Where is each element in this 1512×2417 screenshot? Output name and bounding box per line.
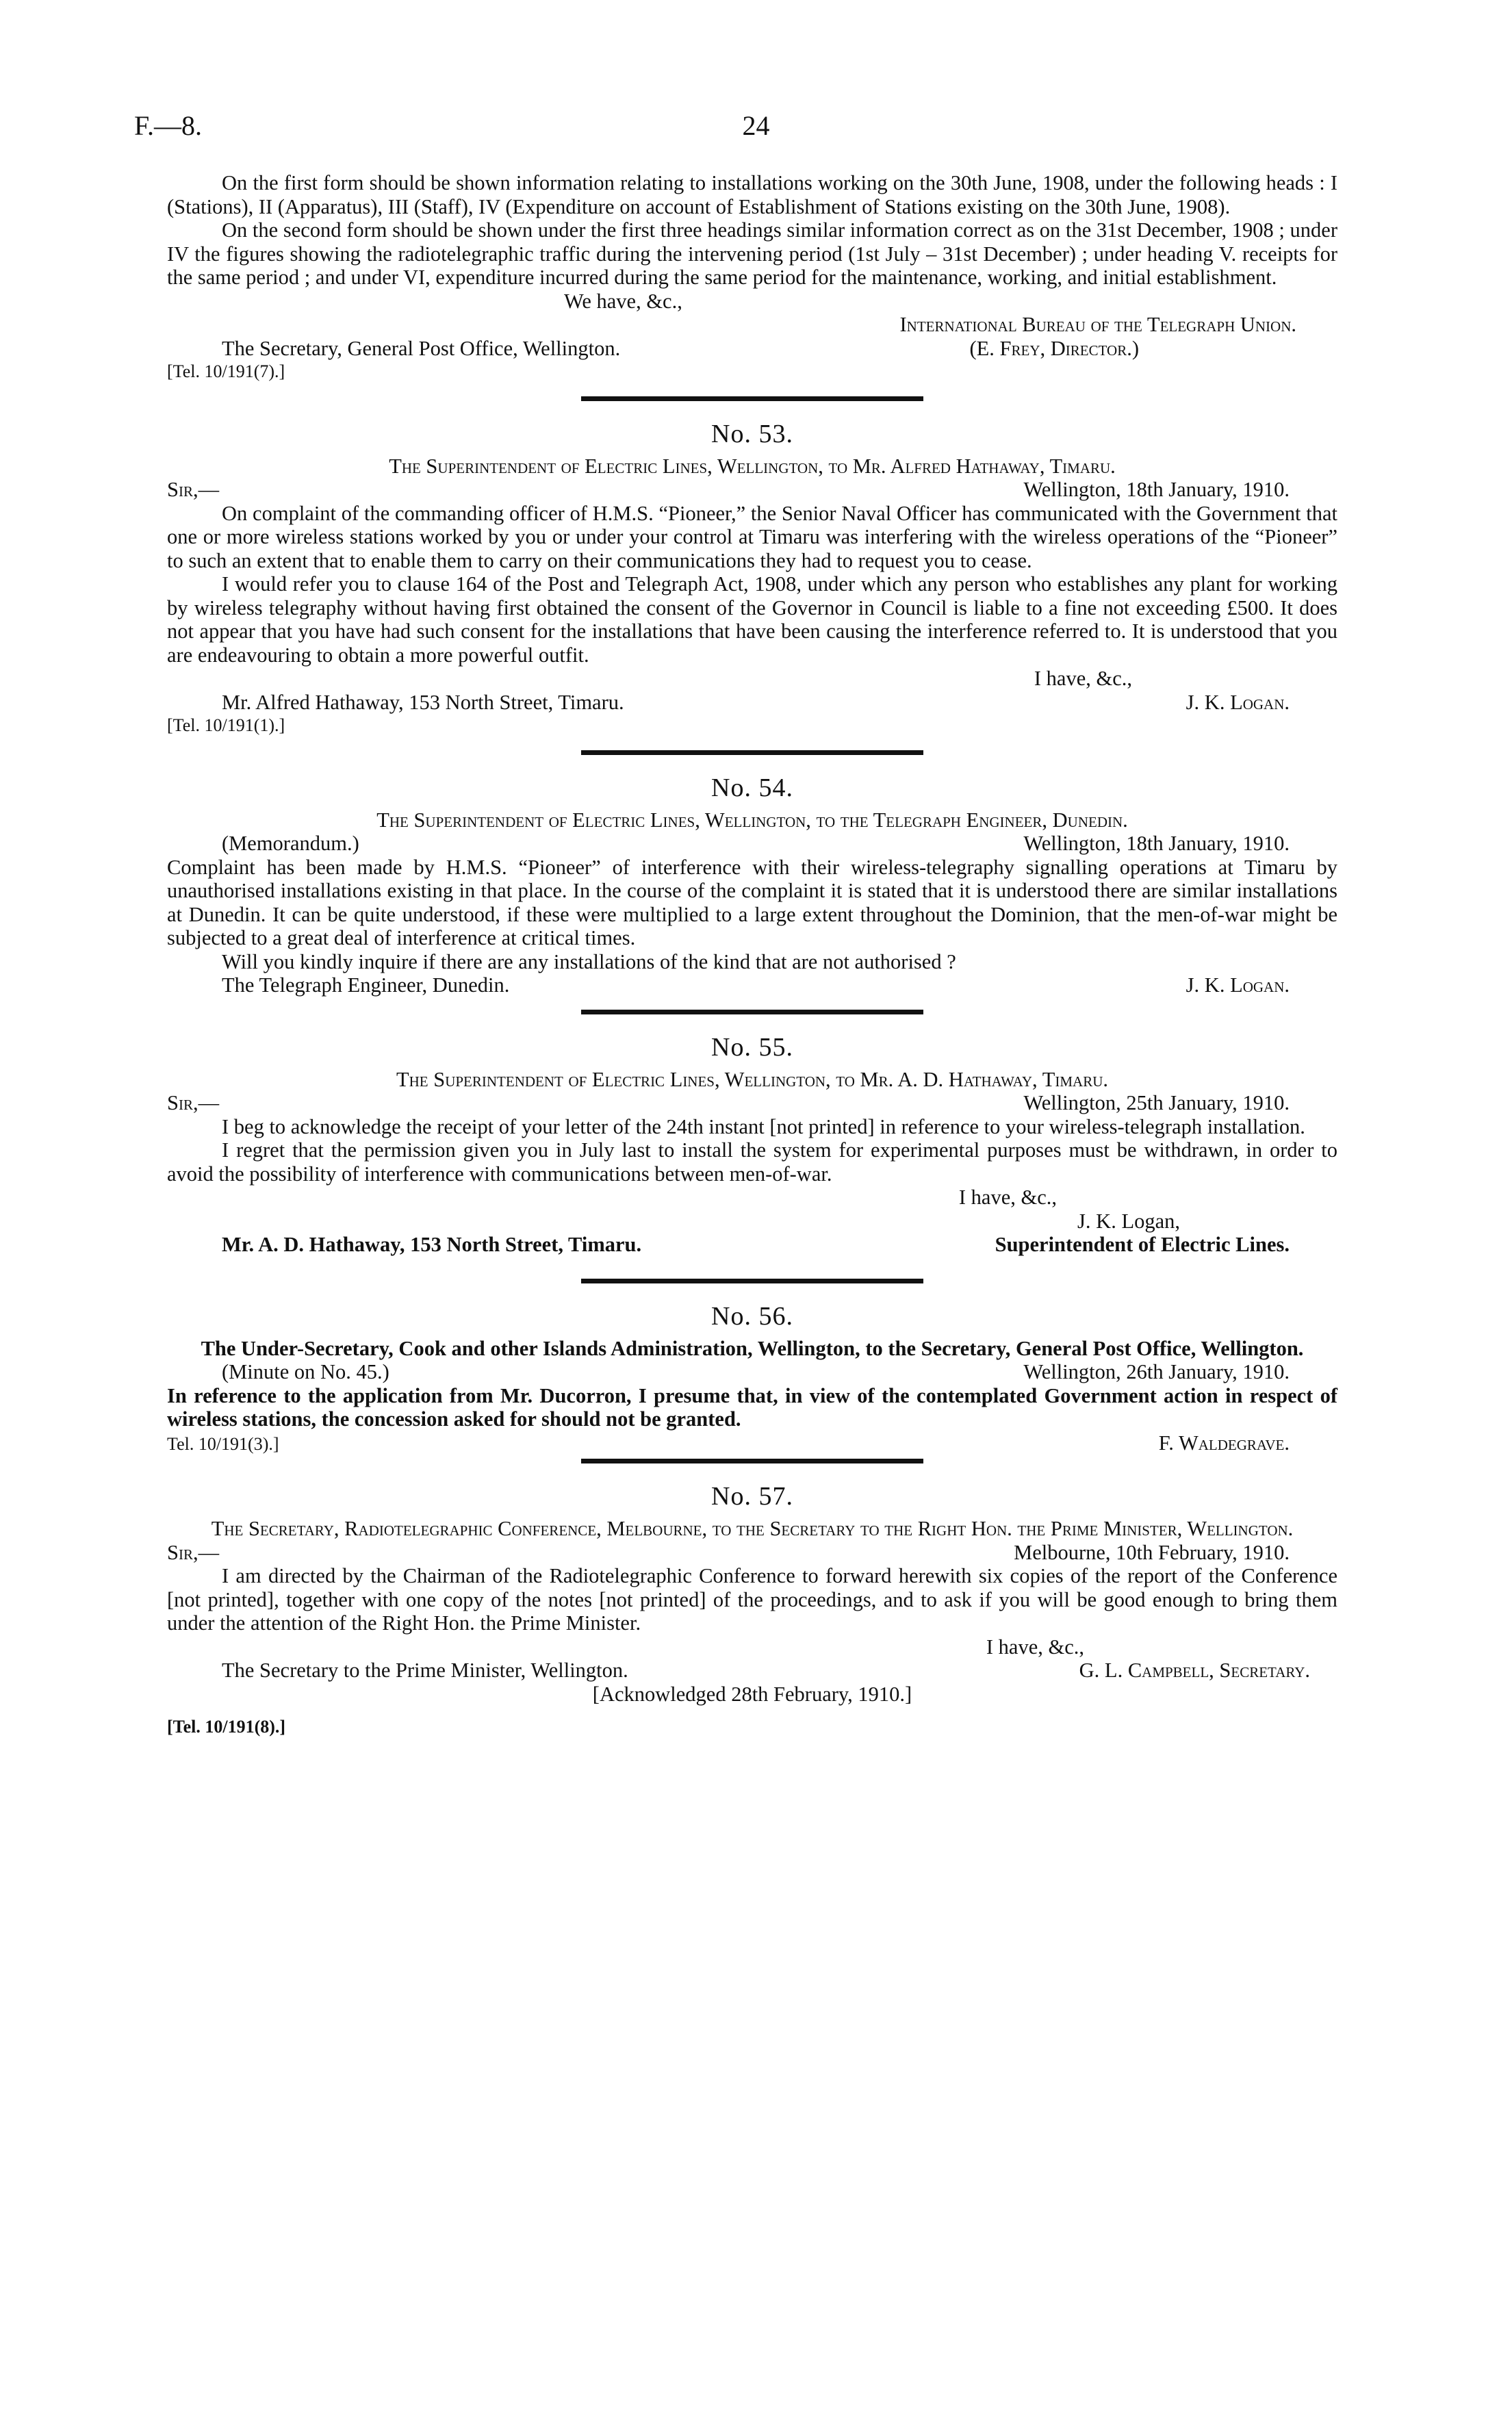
- signer: J. K. Logan,: [1077, 1209, 1180, 1233]
- letter-paragraph-1: On complaint of the commanding officer of H.M.S. “Pioneer,” the Senior Naval Officer has communicated with the Government that one or more wireless stations worked by you or under your control at Timaru was interfering with the wireless operations of the “Pioneer” to such an extent that to enable them to carry on their communications they had to request you to cease.: [167, 501, 1337, 572]
- intro-signer: (E. Frey, Director.): [969, 336, 1139, 360]
- section-divider: [581, 1279, 923, 1283]
- letter-date: Wellington, 18th January, 1910.: [1023, 832, 1290, 855]
- section-divider: [581, 1010, 923, 1014]
- letter-date: Wellington, 26th January, 1910.: [1023, 1360, 1290, 1383]
- letter-paragraph-2: I regret that the permission given you in July last to install the system for experimental purposes must be withdrawn, in order to avoid the possibility of interference with communications between men-of-war.: [167, 1138, 1337, 1186]
- reference: [Tel. 10/191(8).]: [167, 1717, 286, 1737]
- letter-56: [167, 1301, 1337, 1457]
- salutation: Sir,—: [167, 478, 220, 501]
- letter-53: [167, 419, 1337, 738]
- page-header: [134, 110, 1378, 151]
- intro-paragraph-2: On the second form should be shown under the first three headings similar information correct as on the 31st December, 1908 ; under IV the figures showing the radiotelegraphic traffic during the intervening period (1st July – 31st December) ; under heading V. receipts for the same period ; and under VI, expenditure incurred during the same period for the maintenance, working, and initial establishment.: [167, 218, 1337, 289]
- letter-number: No. 54.: [711, 773, 793, 802]
- salutation: Sir,—: [167, 1540, 220, 1564]
- signer-title: Superintendent of Electric Lines.: [995, 1233, 1290, 1256]
- letter-number: No. 56.: [711, 1301, 793, 1331]
- letter-number: No. 53.: [711, 419, 793, 448]
- signer: J. K. Logan.: [1186, 690, 1290, 714]
- reference: [Tel. 10/191(1).]: [167, 715, 285, 735]
- letter-paragraph-2: I would refer you to clause 164 of the Post and Telegraph Act, 1908, under which any person who establishes any plant for working by wireless telegraphy without having first obtained the consent of the Governor in Council is liable to a fine not exceeding £500. It does not appear that you have had such consent for the installations that have been causing the interference referred to. It is understood that you are endeavouring to obtain a more powerful outfit.: [167, 572, 1337, 667]
- letter-heading: The Superintendent of Electric Lines, Wellington, to Mr. A. D. Hathaway, Timaru.: [396, 1067, 1108, 1091]
- letter-heading: The Superintendent of Electric Lines, Wellington, to Mr. Alfred Hathaway, Timaru.: [389, 454, 1116, 478]
- letter-57: [167, 1481, 1337, 1739]
- letter-paragraph-1: I am directed by the Chairman of the Radiotelegraphic Conference to forward herewith six copies of the report of the Conference [not printed], together with one copy of the notes [not printed] of the proceedings, and to ask if you will be good enough to bring them under the attention of the Right Hon. the Prime Minister.: [167, 1564, 1337, 1635]
- letter-54: [167, 773, 1337, 997]
- section-divider: [581, 396, 923, 401]
- letter-paragraph-1: In reference to the application from Mr. Ducorron, I presume that, in view of the contemplated Government action in respect of wireless stations, the concession asked for should not be granted.: [167, 1383, 1337, 1431]
- reference: Tel. 10/191(3).]: [167, 1433, 279, 1454]
- signer: G. L. Campbell, Secretary.: [1079, 1659, 1310, 1682]
- salutation: Sir,—: [167, 1091, 220, 1114]
- minute-label: (Minute on No. 45.): [222, 1360, 389, 1383]
- acknowledgement-note: [Acknowledged 28th February, 1910.]: [592, 1682, 912, 1706]
- letter-date: Wellington, 25th January, 1910.: [1023, 1091, 1290, 1114]
- section-divider: [581, 1459, 923, 1463]
- closing: I have, &c.,: [1034, 667, 1132, 690]
- addressee: Mr. Alfred Hathaway, 153 North Street, Timaru.: [222, 690, 624, 714]
- letter-paragraph-1: Complaint has been made by H.M.S. “Pioneer” of interference with their wireless-telegraphy signalling operations at Timaru by unauthorised installations existing in that place. In the course of the complaint it is stated that it is understood there are similar installations at Dunedin. It can be quite understood, if these were multiplied to a large extent throughout the Dominion, that the men-of-war might be subjected to a great deal of interference at critical times.: [167, 855, 1337, 949]
- letter-number: No. 57.: [711, 1482, 793, 1511]
- letter-number: No. 55.: [711, 1032, 793, 1062]
- letter-paragraph-2: Will you kindly inquire if there are any installations of the kind that are not authorised ?: [222, 949, 956, 973]
- intro-section: [167, 171, 1337, 384]
- letter-heading: The Secretary, Radiotelegraphic Conference, Melbourne, to the Secretary to the Right Hon. the Prime Minister, Wellington.: [211, 1517, 1294, 1540]
- page-number: 24: [742, 110, 770, 141]
- intro-paragraph-1: On the first form should be shown information relating to installations working on the 30th June, 1908, under the following heads : I (Stations), II (Apparatus), III (Staff), IV (Expenditure on account of Establishment of Stations existing on the 30th June, 1908).: [167, 171, 1337, 218]
- addressee: The Secretary to the Prime Minister, Wellington.: [222, 1659, 628, 1682]
- letter-paragraph-1: I beg to acknowledge the receipt of your letter of the 24th instant [not printed] in reference to your wireless-telegraph installation.: [222, 1114, 1305, 1138]
- document-code: F.—8.: [134, 110, 203, 141]
- intro-reference: [Tel. 10/191(7).]: [167, 361, 285, 381]
- letter-heading: The Under-Secretary, Cook and other Islands Administration, Wellington, to the Secretary, General Post Office, Wellington.: [201, 1336, 1304, 1360]
- letter-55: [167, 1032, 1337, 1257]
- addressee: The Telegraph Engineer, Dunedin.: [222, 973, 510, 997]
- bureau-name: International Bureau of the Telegraph Union.: [899, 313, 1296, 336]
- intro-closing: We have, &c.,: [564, 289, 682, 313]
- signer: J. K. Logan.: [1186, 973, 1290, 997]
- page-content: [167, 171, 1337, 1739]
- memorandum-label: (Memorandum.): [222, 832, 359, 855]
- closing: I have, &c.,: [958, 1186, 1057, 1209]
- letter-date: Melbourne, 10th February, 1910.: [1014, 1540, 1290, 1564]
- signer: F. Waldegrave.: [1158, 1431, 1290, 1455]
- letter-date: Wellington, 18th January, 1910.: [1023, 478, 1290, 501]
- letter-heading: The Superintendent of Electric Lines, Wellington, to the Telegraph Engineer, Dunedin.: [376, 808, 1128, 832]
- intro-addressee: The Secretary, General Post Office, Wellington.: [222, 336, 621, 360]
- addressee: Mr. A. D. Hathaway, 153 North Street, Timaru.: [222, 1233, 642, 1256]
- section-divider: [581, 750, 923, 755]
- closing: I have, &c.,: [986, 1635, 1084, 1659]
